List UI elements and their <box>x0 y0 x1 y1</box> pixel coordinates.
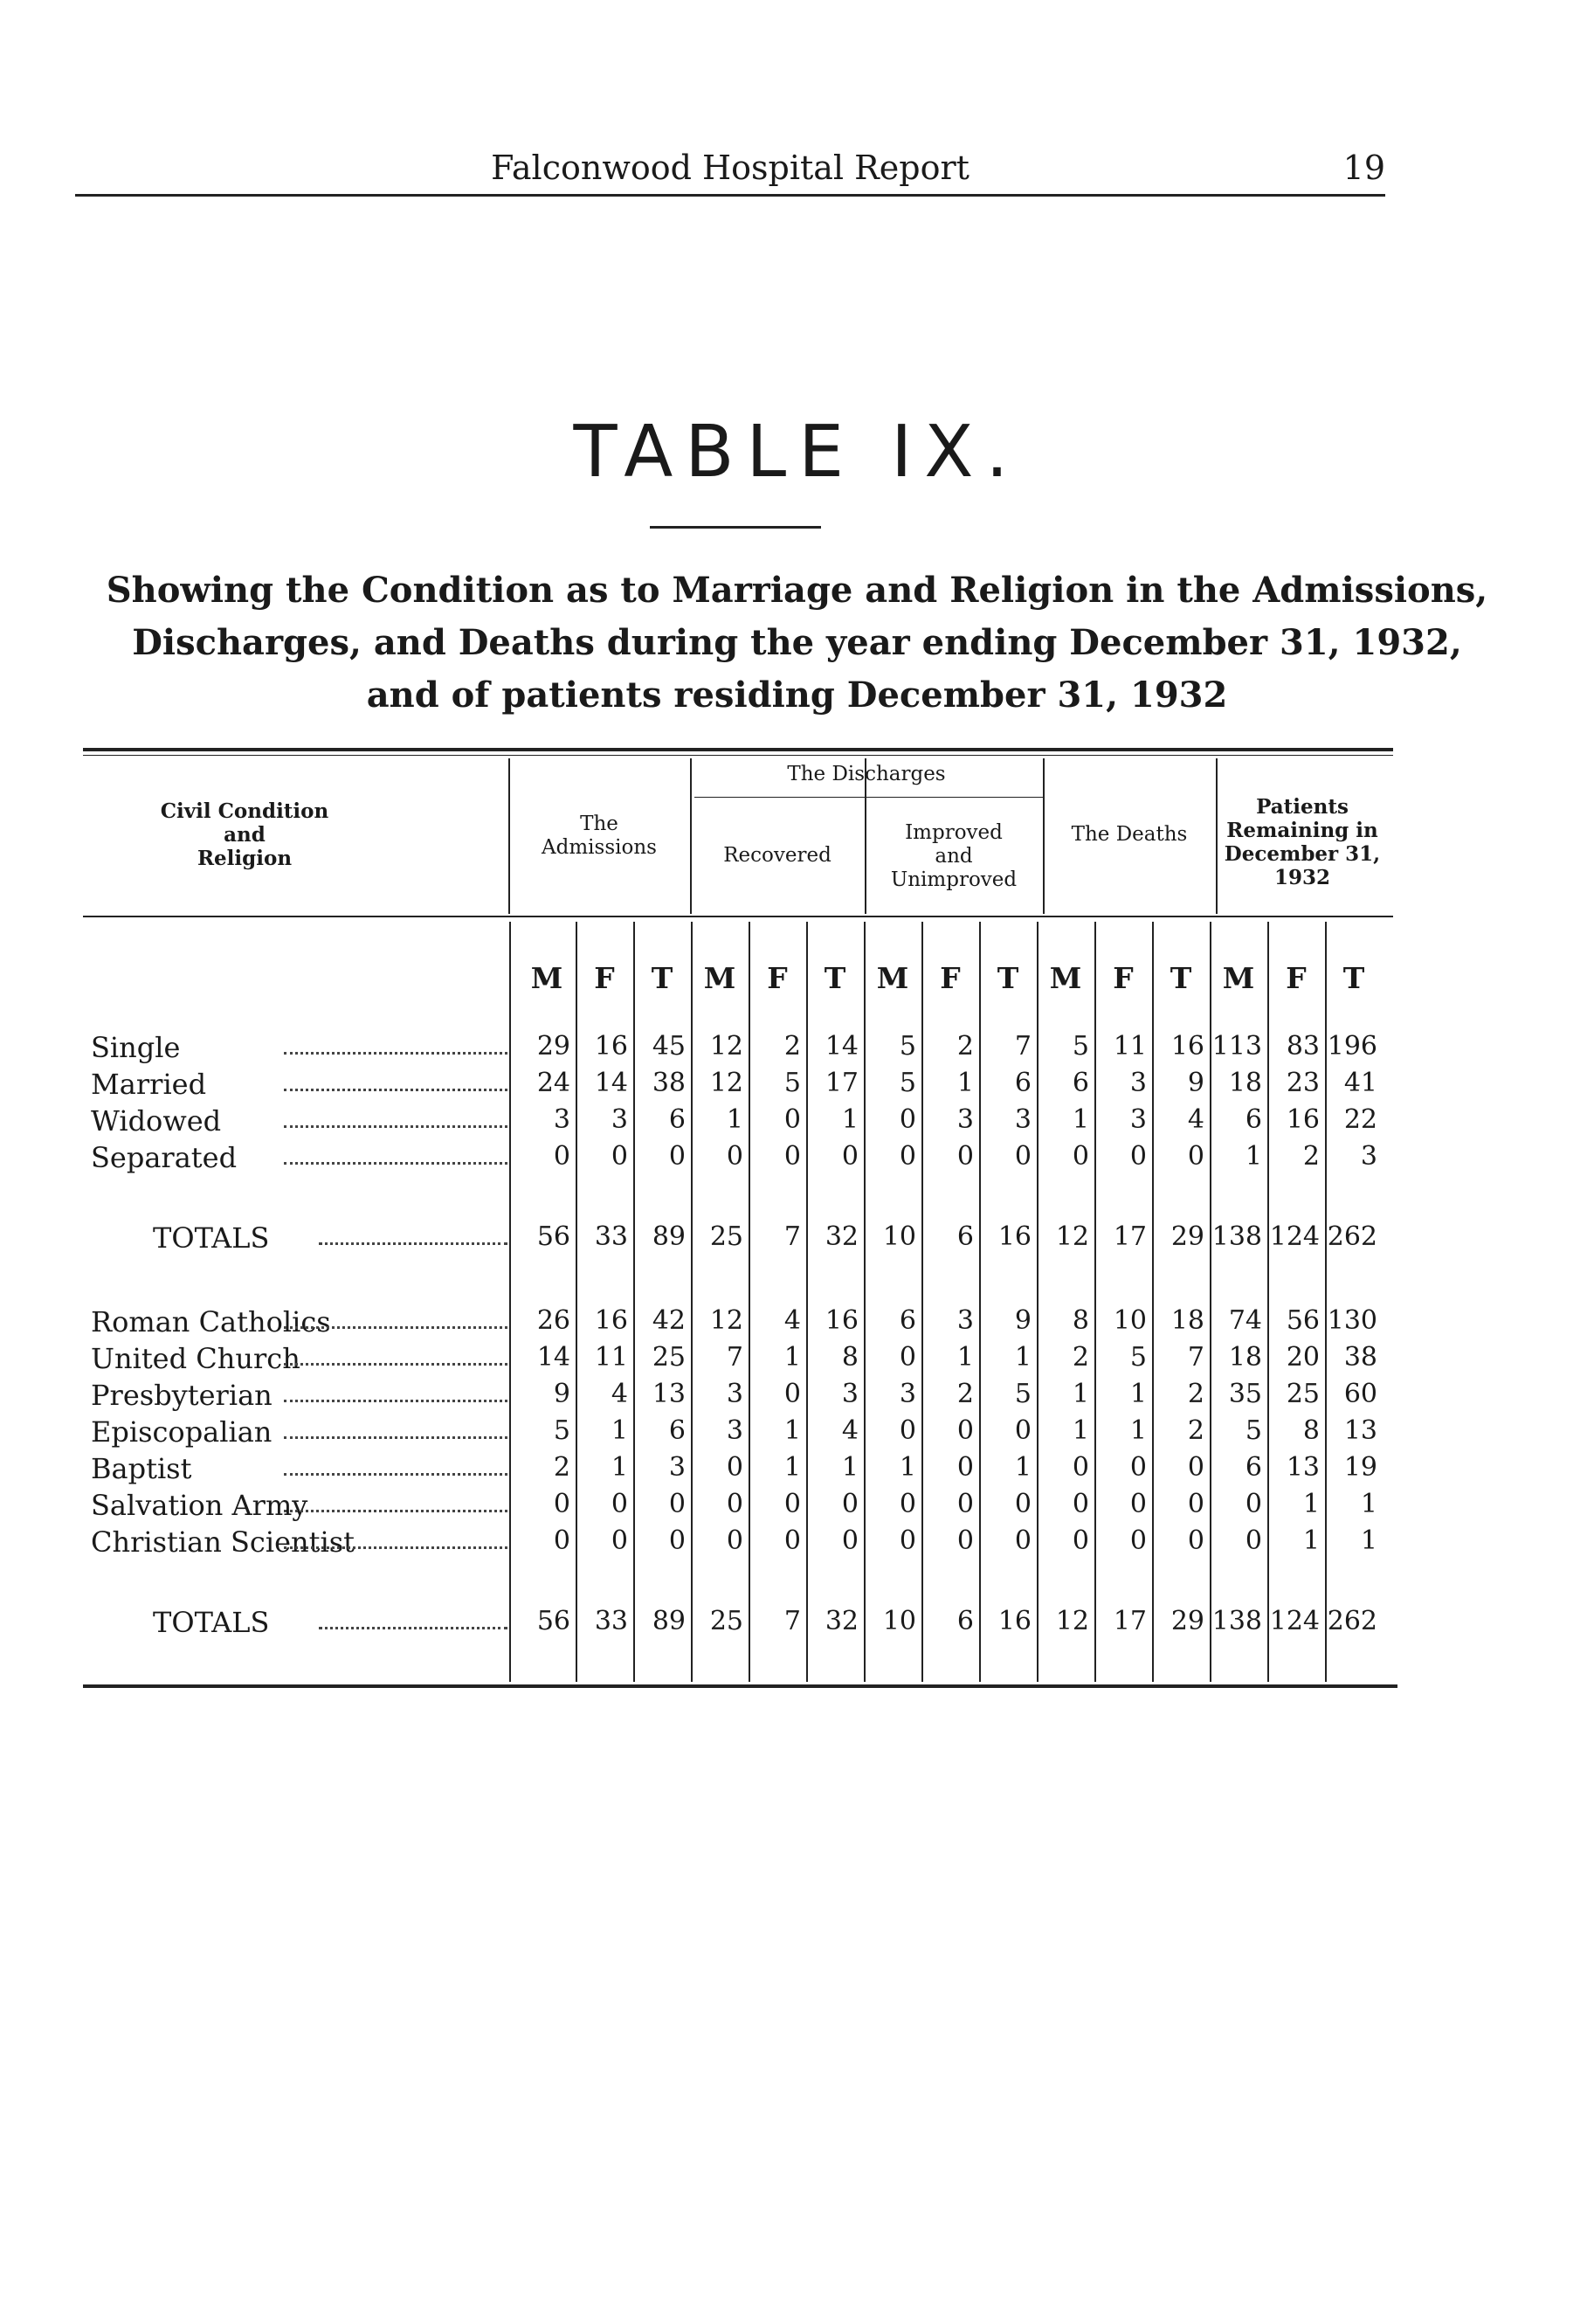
cell-value: 0 <box>611 1141 628 1172</box>
cell-value: 16 <box>1170 1031 1204 1062</box>
header-column-rule <box>1043 758 1045 914</box>
cell-value: 0 <box>783 1489 801 1519</box>
cell-value: 3 <box>668 1452 686 1483</box>
cell-value: 42 <box>652 1305 686 1336</box>
mft-label: M <box>876 961 909 995</box>
cell-value: 262 <box>1327 1221 1377 1252</box>
header-column-rule <box>690 758 692 914</box>
cell-value: 16 <box>825 1305 859 1336</box>
cell-value: 26 <box>536 1305 570 1336</box>
cell-value: 32 <box>825 1606 859 1636</box>
cell-value: 8 <box>841 1342 859 1373</box>
cell-value: 0 <box>611 1525 628 1556</box>
mft-label: T <box>1342 961 1365 995</box>
cell-value: 17 <box>1113 1221 1147 1252</box>
cell-value: 6 <box>1245 1452 1262 1483</box>
cell-value: 1 <box>1014 1342 1032 1373</box>
header-text: Civil Condition <box>160 799 329 823</box>
cell-value: 0 <box>726 1452 743 1483</box>
cell-value: 6 <box>956 1606 974 1636</box>
cell-value: 3 <box>956 1305 974 1336</box>
cell-value: 3 <box>553 1104 570 1135</box>
cell-value: 2 <box>956 1031 974 1062</box>
cell-value: 1 <box>1129 1415 1147 1446</box>
cell-value: 0 <box>841 1141 859 1172</box>
cell-value: 20 <box>1286 1342 1320 1373</box>
cell-value: 33 <box>594 1221 628 1252</box>
cell-value: 56 <box>536 1221 570 1252</box>
cell-value: 25 <box>709 1606 743 1636</box>
cell-value: 60 <box>1343 1379 1377 1409</box>
cell-value: 124 <box>1269 1606 1320 1636</box>
header-text: Unimproved <box>890 868 1018 891</box>
cell-value: 14 <box>536 1342 570 1373</box>
cell-value: 0 <box>899 1342 916 1373</box>
header-text: The Deaths <box>1071 823 1188 846</box>
mft-label: M <box>1222 961 1255 995</box>
cell-value: 5 <box>783 1068 801 1098</box>
cell-value: 12 <box>709 1031 743 1062</box>
header-improved <box>865 821 1043 892</box>
cell-value: 0 <box>726 1141 743 1172</box>
cell-value: 32 <box>825 1221 859 1252</box>
header-text: The Discharges <box>787 763 946 785</box>
subtitle-line: Showing the Condition as to Marriage and Religion in the Admissions, <box>106 570 1488 611</box>
cell-value: 3 <box>726 1379 743 1409</box>
cell-value: 0 <box>1014 1141 1032 1172</box>
header-column-rule <box>508 758 510 914</box>
header-text: The <box>580 813 618 835</box>
cell-value: 89 <box>652 1221 686 1252</box>
header-column-rule <box>1216 758 1218 914</box>
mft-label: M <box>703 961 736 995</box>
cell-value: 0 <box>956 1452 974 1483</box>
cell-value: 56 <box>536 1606 570 1636</box>
cell-value: 25 <box>709 1221 743 1252</box>
row-label: Salvation Army <box>91 1489 308 1522</box>
cell-value: 0 <box>783 1525 801 1556</box>
cell-value: 22 <box>1343 1104 1377 1135</box>
cell-value: 17 <box>1113 1606 1147 1636</box>
dot-leader <box>284 1436 507 1439</box>
cell-value: 19 <box>1343 1452 1377 1483</box>
cell-value: 18 <box>1170 1305 1204 1336</box>
cell-value: 45 <box>652 1031 686 1062</box>
header-column-rule <box>865 758 866 914</box>
subtitle-line: Discharges, and Deaths during the year ending December 31, 1932, <box>132 622 1462 663</box>
dot-leader <box>284 1326 507 1329</box>
header-recovered <box>690 844 865 868</box>
table-row <box>0 1305 1594 1342</box>
cell-value: 1 <box>899 1452 916 1483</box>
cell-value: 11 <box>594 1342 628 1373</box>
cell-value: 0 <box>783 1104 801 1135</box>
table-row <box>0 1379 1594 1415</box>
row-label: Baptist <box>91 1452 192 1485</box>
dot-leader <box>319 1627 507 1629</box>
page-number: 19 <box>1342 149 1385 187</box>
cell-value: 18 <box>1228 1342 1262 1373</box>
cell-value: 10 <box>1113 1305 1147 1336</box>
header-remaining <box>1216 795 1389 889</box>
cell-value: 0 <box>668 1489 686 1519</box>
cell-value: 1 <box>956 1068 974 1098</box>
header-deaths <box>1043 823 1216 847</box>
cell-value: 7 <box>783 1606 801 1636</box>
dot-leader <box>284 1089 507 1091</box>
row-label: Episcopalian <box>91 1415 273 1449</box>
cell-value: 25 <box>652 1342 686 1373</box>
cell-value: 1 <box>783 1415 801 1446</box>
cell-value: 2 <box>1187 1379 1204 1409</box>
dot-leader <box>319 1242 507 1245</box>
row-label: Separated <box>91 1141 238 1174</box>
row-label: Single <box>91 1031 181 1064</box>
table-row <box>0 1068 1594 1104</box>
cell-value: 0 <box>841 1489 859 1519</box>
table-top-rule <box>83 748 1393 751</box>
dot-leader <box>284 1546 507 1549</box>
cell-value: 41 <box>1343 1068 1377 1098</box>
cell-value: 2 <box>553 1452 570 1483</box>
table-row <box>0 1141 1594 1178</box>
cell-value: 0 <box>956 1489 974 1519</box>
mft-label: F <box>1286 961 1307 995</box>
cell-value: 0 <box>1129 1489 1147 1519</box>
cell-value: 5 <box>899 1031 916 1062</box>
row-label: TOTALS <box>153 1221 270 1255</box>
cell-value: 10 <box>882 1606 916 1636</box>
cell-value: 1 <box>1129 1379 1147 1409</box>
cell-value: 2 <box>1072 1342 1089 1373</box>
cell-value: 3 <box>611 1104 628 1135</box>
cell-value: 1 <box>1072 1104 1089 1135</box>
row-label: United Church <box>91 1342 300 1375</box>
cell-value: 1 <box>841 1104 859 1135</box>
cell-value: 6 <box>956 1221 974 1252</box>
table-bottom-rule <box>83 1684 1397 1688</box>
cell-value: 6 <box>1072 1068 1089 1098</box>
cell-value: 29 <box>536 1031 570 1062</box>
cell-value: 130 <box>1327 1305 1377 1336</box>
cell-value: 0 <box>1187 1525 1204 1556</box>
cell-value: 16 <box>997 1221 1032 1252</box>
cell-value: 0 <box>899 1525 916 1556</box>
dot-leader <box>284 1473 507 1476</box>
mft-label: M <box>1049 961 1082 995</box>
header-text: Patients <box>1256 795 1349 819</box>
cell-value: 5 <box>1129 1342 1147 1373</box>
cell-value: 0 <box>899 1415 916 1446</box>
cell-value: 0 <box>553 1141 570 1172</box>
row-label: Christian Scientist <box>91 1525 355 1559</box>
cell-value: 12 <box>709 1068 743 1098</box>
cell-value: 1 <box>611 1415 628 1446</box>
cell-value: 1 <box>841 1452 859 1483</box>
cell-value: 2 <box>1302 1141 1320 1172</box>
cell-value: 0 <box>956 1525 974 1556</box>
cell-value: 6 <box>668 1415 686 1446</box>
running-head-title: Falconwood Hospital Report <box>491 149 970 187</box>
cell-value: 0 <box>1014 1525 1032 1556</box>
cell-value: 0 <box>1014 1489 1032 1519</box>
table-row <box>0 1342 1594 1379</box>
mft-label: F <box>1113 961 1134 995</box>
cell-value: 12 <box>709 1305 743 1336</box>
cell-value: 0 <box>1072 1489 1089 1519</box>
cell-value: 6 <box>899 1305 916 1336</box>
dot-leader <box>284 1400 507 1402</box>
cell-value: 1 <box>956 1342 974 1373</box>
dot-leader <box>284 1363 507 1366</box>
cell-value: 25 <box>1286 1379 1320 1409</box>
cell-value: 0 <box>726 1525 743 1556</box>
discharges-rule <box>694 797 1044 798</box>
cell-value: 113 <box>1211 1031 1262 1062</box>
cell-value: 29 <box>1170 1606 1204 1636</box>
cell-value: 5 <box>553 1415 570 1446</box>
row-label: Roman Catholics <box>91 1305 331 1338</box>
cell-value: 5 <box>899 1068 916 1098</box>
cell-value: 138 <box>1211 1606 1262 1636</box>
table-title: TABLE IX. <box>573 411 1021 494</box>
header-discharges <box>690 763 1043 786</box>
dot-leader <box>284 1125 507 1128</box>
cell-value: 0 <box>1187 1141 1204 1172</box>
cell-value: 8 <box>1072 1305 1089 1336</box>
cell-value: 0 <box>1129 1452 1147 1483</box>
cell-value: 2 <box>956 1379 974 1409</box>
cell-value: 24 <box>536 1068 570 1098</box>
subtitle-line: and of patients residing December 31, 1932 <box>366 674 1228 716</box>
cell-value: 1 <box>611 1452 628 1483</box>
dot-leader <box>284 1052 507 1055</box>
header-civil-condition <box>114 799 376 870</box>
cell-value: 0 <box>553 1489 570 1519</box>
table-row <box>0 1415 1594 1452</box>
cell-value: 0 <box>783 1379 801 1409</box>
cell-value: 1 <box>1360 1489 1377 1519</box>
cell-value: 16 <box>997 1606 1032 1636</box>
cell-value: 56 <box>1286 1305 1320 1336</box>
mft-label: F <box>940 961 961 995</box>
dot-leader <box>284 1510 507 1512</box>
header-text: Remaining in <box>1226 819 1378 842</box>
table-row <box>0 1489 1594 1525</box>
cell-value: 1 <box>1072 1415 1089 1446</box>
cell-value: 2 <box>1187 1415 1204 1446</box>
cell-value: 0 <box>956 1141 974 1172</box>
cell-value: 0 <box>668 1141 686 1172</box>
cell-value: 12 <box>1055 1606 1089 1636</box>
cell-value: 29 <box>1170 1221 1204 1252</box>
totals-row <box>0 1606 1594 1643</box>
cell-value: 196 <box>1327 1031 1377 1062</box>
mft-label: T <box>651 961 673 995</box>
row-label: TOTALS <box>153 1606 270 1639</box>
mft-label: F <box>767 961 788 995</box>
cell-value: 10 <box>882 1221 916 1252</box>
table-row <box>0 1031 1594 1068</box>
cell-value: 6 <box>1245 1104 1262 1135</box>
cell-value: 0 <box>1072 1525 1089 1556</box>
cell-value: 0 <box>1072 1452 1089 1483</box>
cell-value: 0 <box>841 1525 859 1556</box>
cell-value: 6 <box>1014 1068 1032 1098</box>
cell-value: 18 <box>1228 1068 1262 1098</box>
cell-value: 0 <box>1187 1489 1204 1519</box>
cell-value: 7 <box>1014 1031 1032 1062</box>
cell-value: 5 <box>1245 1415 1262 1446</box>
cell-value: 1 <box>1360 1525 1377 1556</box>
mft-label: M <box>530 961 563 995</box>
cell-value: 16 <box>594 1031 628 1062</box>
cell-value: 4 <box>841 1415 859 1446</box>
cell-value: 0 <box>1014 1415 1032 1446</box>
cell-value: 74 <box>1228 1305 1262 1336</box>
header-bottom-rule <box>83 916 1393 917</box>
cell-value: 13 <box>1286 1452 1320 1483</box>
header-text: Religion <box>197 847 293 870</box>
cell-value: 3 <box>1014 1104 1032 1135</box>
cell-value: 16 <box>594 1305 628 1336</box>
cell-value: 35 <box>1228 1379 1262 1409</box>
cell-value: 0 <box>1245 1525 1262 1556</box>
cell-value: 17 <box>825 1068 859 1098</box>
header-text: Improved <box>905 821 1003 844</box>
cell-value: 3 <box>1129 1104 1147 1135</box>
cell-value: 1 <box>1245 1141 1262 1172</box>
cell-value: 38 <box>1343 1342 1377 1373</box>
cell-value: 3 <box>1360 1141 1377 1172</box>
cell-value: 1 <box>783 1342 801 1373</box>
cell-value: 0 <box>783 1141 801 1172</box>
cell-value: 4 <box>611 1379 628 1409</box>
cell-value: 5 <box>1072 1031 1089 1062</box>
cell-value: 0 <box>899 1489 916 1519</box>
cell-value: 7 <box>1187 1342 1204 1373</box>
row-label: Presbyterian <box>91 1379 273 1412</box>
cell-value: 12 <box>1055 1221 1089 1252</box>
cell-value: 4 <box>1187 1104 1204 1135</box>
cell-value: 0 <box>611 1489 628 1519</box>
row-label: Widowed <box>91 1104 222 1138</box>
cell-value: 9 <box>553 1379 570 1409</box>
cell-value: 124 <box>1269 1221 1320 1252</box>
cell-value: 138 <box>1211 1221 1262 1252</box>
cell-value: 83 <box>1286 1031 1320 1062</box>
cell-value: 7 <box>783 1221 801 1252</box>
totals-row <box>0 1221 1594 1258</box>
cell-value: 0 <box>956 1415 974 1446</box>
cell-value: 1 <box>1014 1452 1032 1483</box>
cell-value: 0 <box>1129 1525 1147 1556</box>
cell-value: 0 <box>1072 1141 1089 1172</box>
table-row <box>0 1104 1594 1141</box>
cell-value: 0 <box>1187 1452 1204 1483</box>
header-text: Admissions <box>542 836 657 859</box>
cell-value: 1 <box>1302 1489 1320 1519</box>
cell-value: 0 <box>668 1525 686 1556</box>
cell-value: 9 <box>1014 1305 1032 1336</box>
table-row <box>0 1525 1594 1562</box>
cell-value: 14 <box>594 1068 628 1098</box>
cell-value: 262 <box>1327 1606 1377 1636</box>
cell-value: 38 <box>652 1068 686 1098</box>
cell-value: 0 <box>553 1525 570 1556</box>
cell-value: 13 <box>1343 1415 1377 1446</box>
cell-value: 11 <box>1113 1031 1147 1062</box>
cell-value: 33 <box>594 1606 628 1636</box>
table-row <box>0 1452 1594 1489</box>
cell-value: 16 <box>1286 1104 1320 1135</box>
header-text: December 31, <box>1224 842 1381 866</box>
mft-label: T <box>997 961 1019 995</box>
mft-label: T <box>824 961 846 995</box>
cell-value: 3 <box>726 1415 743 1446</box>
cell-value: 7 <box>726 1342 743 1373</box>
cell-value: 6 <box>668 1104 686 1135</box>
cell-value: 0 <box>1129 1141 1147 1172</box>
cell-value: 8 <box>1302 1415 1320 1446</box>
header-admissions <box>508 813 690 860</box>
dot-leader <box>284 1162 507 1165</box>
cell-value: 14 <box>825 1031 859 1062</box>
cell-value: 1 <box>783 1452 801 1483</box>
header-text: and <box>935 845 973 868</box>
cell-value: 0 <box>899 1141 916 1172</box>
mft-label: F <box>594 961 615 995</box>
cell-value: 9 <box>1187 1068 1204 1098</box>
cell-value: 0 <box>726 1489 743 1519</box>
cell-value: 2 <box>783 1031 801 1062</box>
header-text: and <box>224 823 266 847</box>
cell-value: 0 <box>899 1104 916 1135</box>
header-text: Recovered <box>723 844 832 867</box>
cell-value: 1 <box>1072 1379 1089 1409</box>
header-text: 1932 <box>1273 866 1330 889</box>
cell-value: 89 <box>652 1606 686 1636</box>
mft-label: T <box>1170 961 1192 995</box>
table-top-rule-thin <box>83 755 1393 756</box>
cell-value: 4 <box>783 1305 801 1336</box>
cell-value: 0 <box>1245 1489 1262 1519</box>
cell-value: 13 <box>652 1379 686 1409</box>
cell-value: 3 <box>899 1379 916 1409</box>
cell-value: 1 <box>726 1104 743 1135</box>
cell-value: 5 <box>1014 1379 1032 1409</box>
cell-value: 23 <box>1286 1068 1320 1098</box>
cell-value: 1 <box>1302 1525 1320 1556</box>
cell-value: 3 <box>956 1104 974 1135</box>
cell-value: 3 <box>1129 1068 1147 1098</box>
cell-value: 3 <box>841 1379 859 1409</box>
row-label: Married <box>91 1068 207 1101</box>
